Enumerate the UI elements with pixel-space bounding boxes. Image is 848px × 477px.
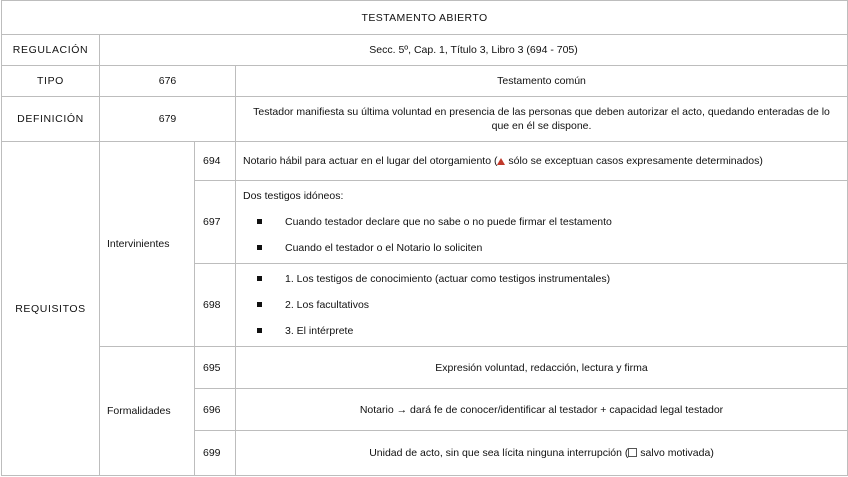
article-697-text [236, 181, 848, 264]
article-694-text-before: Notario hábil para actuar en el lugar del otorgamiento ( [243, 155, 498, 167]
table-title: TESTAMENTO ABIERTO [2, 1, 848, 35]
list-item-text: Cuando el testador o el Notario lo soliciten [285, 242, 483, 254]
article-697-list [243, 215, 840, 255]
list-item-text: 2. Los facultativos [285, 299, 370, 311]
article-699-text-after: salvo motivada) [637, 447, 714, 459]
article-695-text: Expresión voluntad, redacción, lectura y firma [236, 347, 848, 389]
article-696-text: Notario → dará fe de conocer/identificar al testador + capacidad legal testador [236, 389, 848, 431]
bullet-icon [257, 245, 262, 250]
article-698-text [236, 264, 848, 347]
bullet-icon [257, 328, 262, 333]
regulacion-label: REGULACIÓN [2, 35, 100, 66]
bullet-icon [257, 276, 262, 281]
article-695-number: 695 [195, 347, 236, 389]
list-item [243, 241, 840, 255]
definicion-value: Testador manifiesta su última voluntad en presencia de las personas que deben autorizar el acto, quedando enteradas de lo que en él se dispone. [236, 97, 848, 142]
article-698-list [243, 272, 840, 338]
list-item [243, 272, 840, 286]
list-item [243, 298, 840, 312]
article-699-text-before: Unidad de acto, sin que sea lícita ninguna interrupción ( [369, 447, 629, 459]
article-699-number: 699 [195, 431, 236, 476]
requisitos-label: REQUISITOS [2, 142, 100, 476]
bullet-icon [257, 219, 262, 224]
testamento-table [1, 0, 848, 476]
bullet-icon [257, 302, 262, 307]
article-696-number: 696 [195, 389, 236, 431]
tipo-label: TIPO [2, 66, 100, 97]
list-item [243, 324, 840, 338]
article-698-number: 698 [195, 264, 236, 347]
tipo-number: 676 [100, 66, 236, 97]
list-item-text: 1. Los testigos de conocimiento (actuar como testigos instrumentales) [285, 273, 611, 285]
list-item [243, 215, 840, 229]
article-697-number: 697 [195, 181, 236, 264]
article-694-text [236, 142, 848, 181]
intervinientes-label: Intervinientes [100, 142, 195, 347]
tipo-value: Testamento común [236, 66, 848, 97]
article-699-text [236, 431, 848, 476]
list-item-text: 3. El intérprete [285, 325, 354, 337]
formalidades-label: Formalidades [100, 347, 195, 476]
article-694-number: 694 [195, 142, 236, 181]
list-item-text: Cuando testador declare que no sabe o no puede firmar el testamento [285, 216, 612, 228]
article-694-text-after: sólo se exceptuan casos expresamente determinados) [505, 155, 763, 167]
regulacion-value: Secc. 5º, Cap. 1, Título 3, Libro 3 (694 - 705) [100, 35, 848, 66]
definicion-number: 679 [100, 97, 236, 142]
article-697-lead: Dos testigos idóneos: [243, 190, 344, 202]
definicion-label: DEFINICIÓN [2, 97, 100, 142]
